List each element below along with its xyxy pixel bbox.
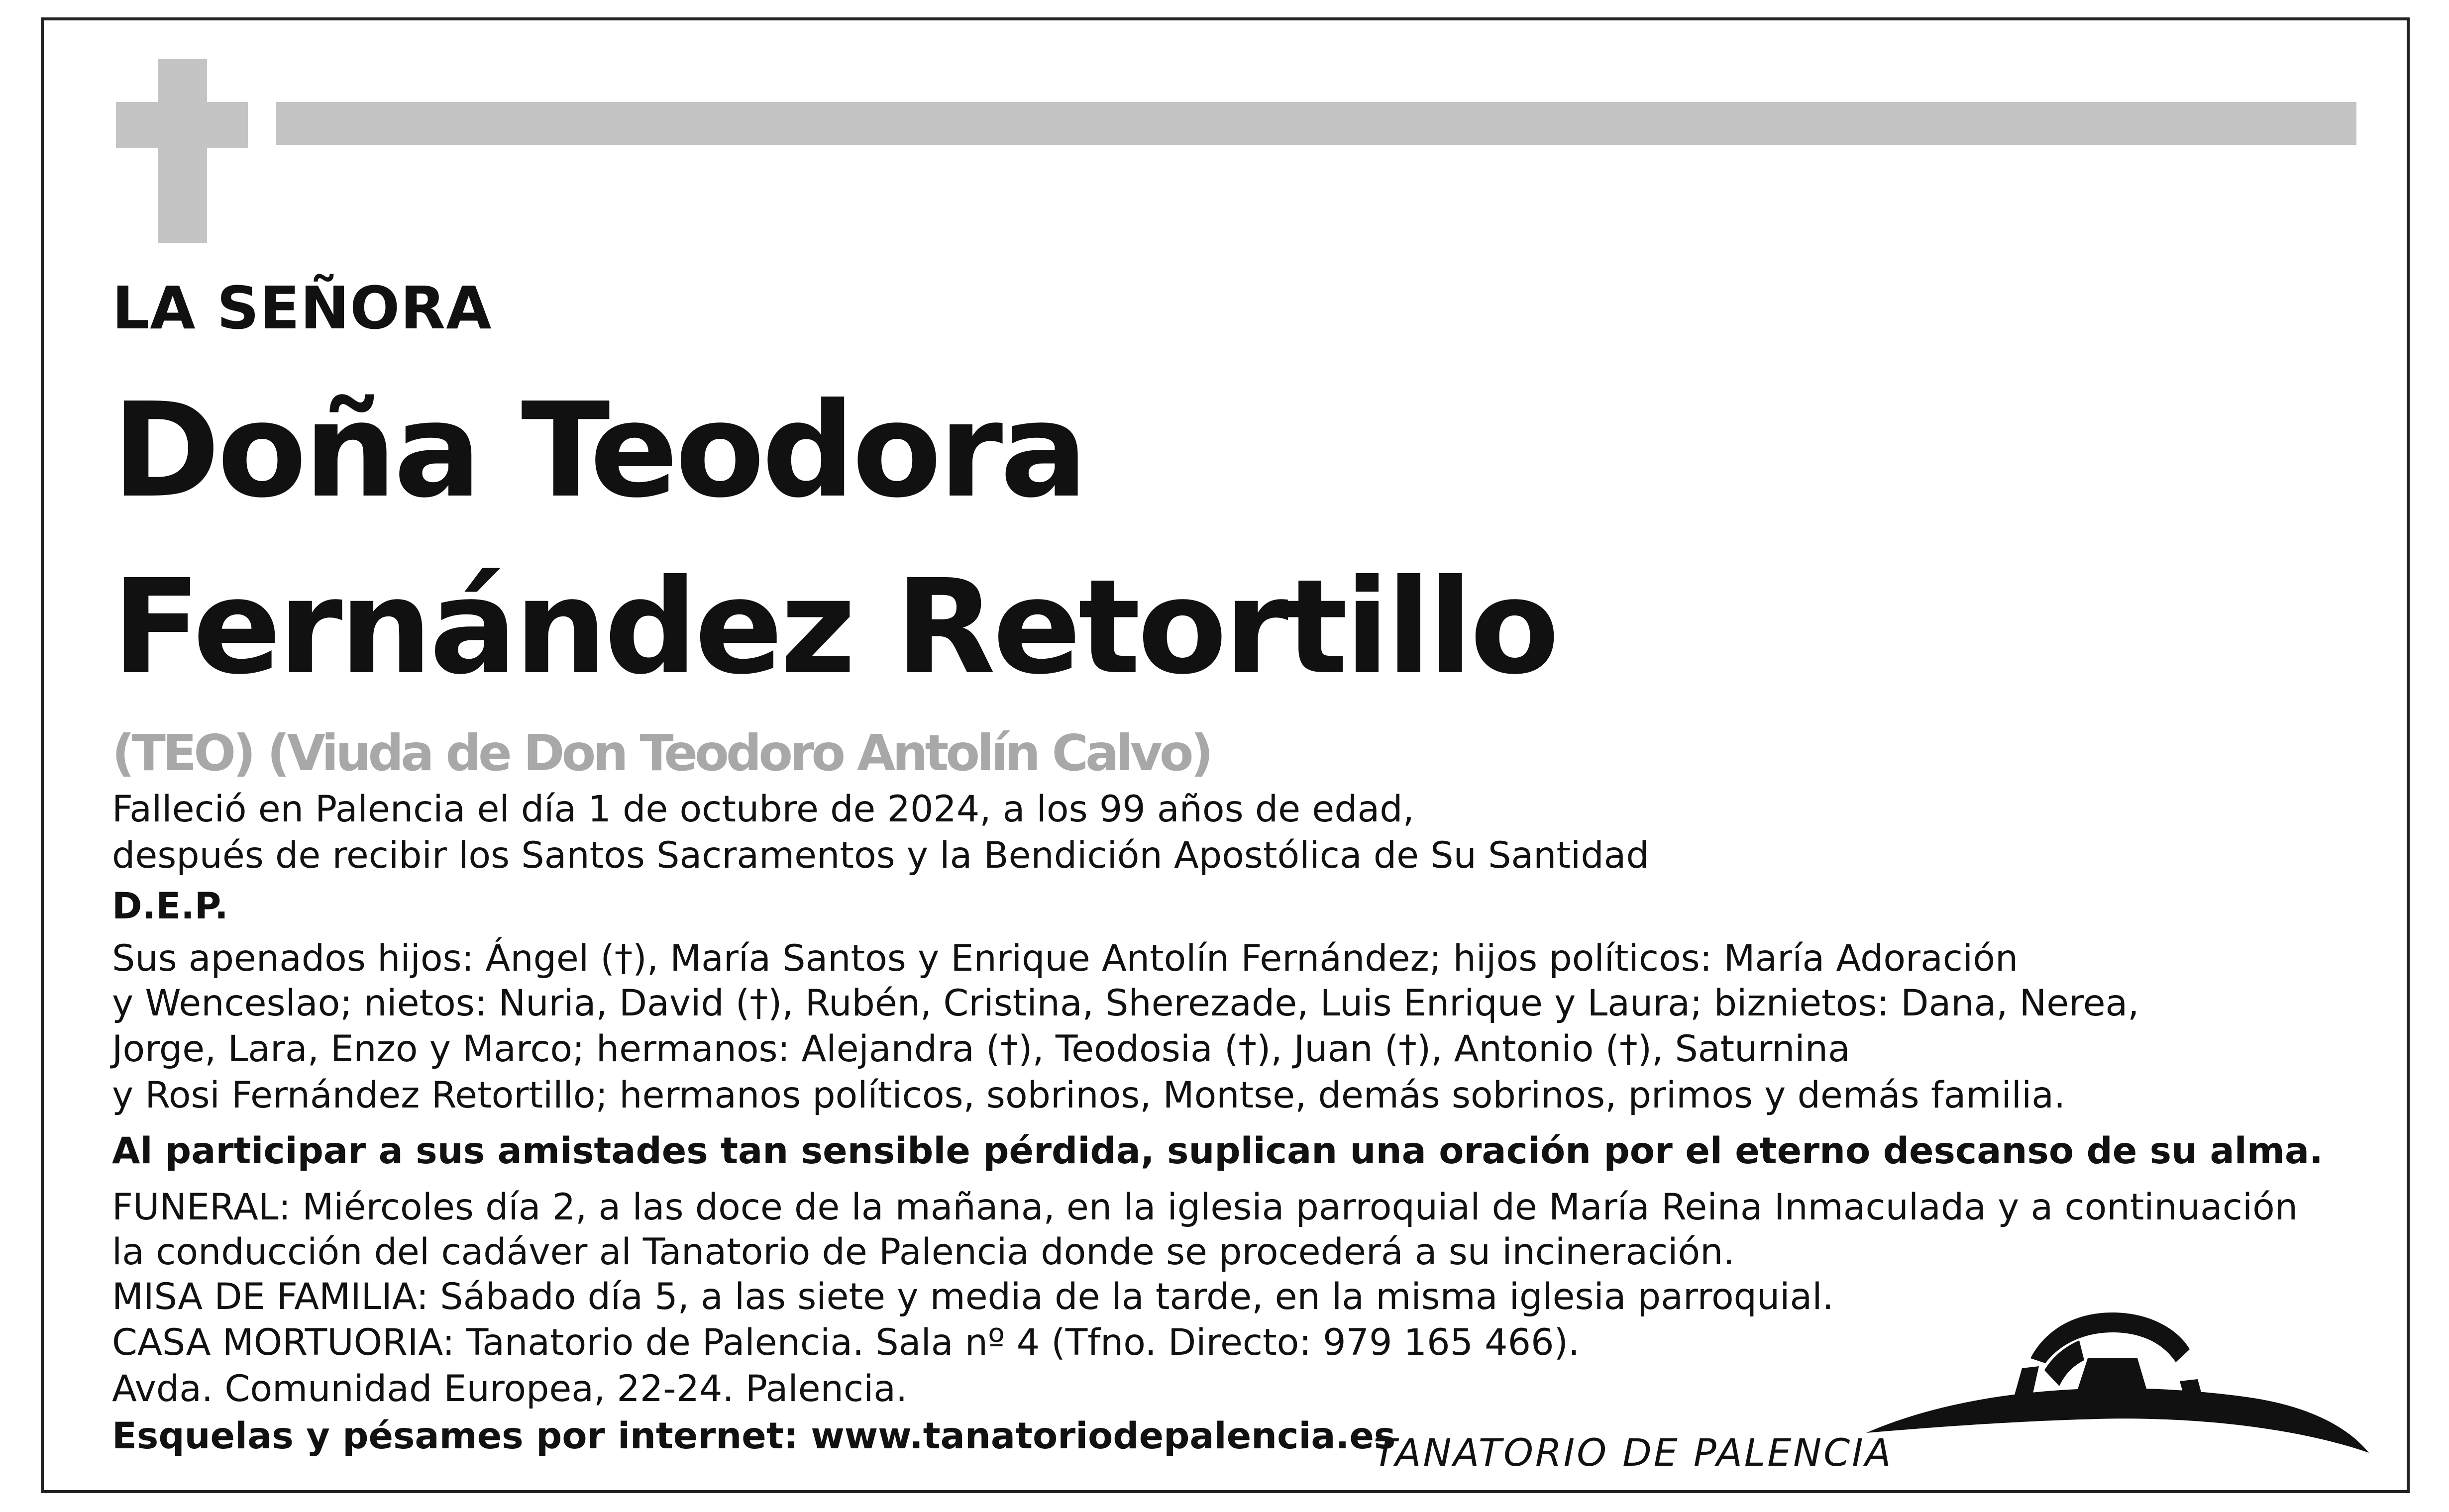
deceased-name-line1: Doña Teodora xyxy=(112,375,1085,526)
family-line: Sus apenados hijos: Ángel (†), María Santos y Enrique Antolín Fernández; hijos políticos: María Adoración xyxy=(112,937,2019,980)
internet-link[interactable]: Esquelas y pésames por internet: www.tanatoriodepalencia.es xyxy=(112,1415,1396,1457)
deceased-alias: (TEO) (Viuda de Don Teodoro Antolín Calvo) xyxy=(112,724,1211,782)
death-line: después de recibir los Santos Sacramentos y la Bendición Apostólica de Su Santidad xyxy=(112,834,1649,877)
family-line: y Wenceslao; nietos: Nuria, David (†), Rubén, Cristina, Sherezade, Luis Enrique y Laura; biznietos: Dana, Nerea, xyxy=(112,982,2139,1024)
funeral-line: FUNERAL: Miércoles día 2, a las doce de la mañana, en la iglesia parroquial de María Reina Inmaculada y a continuación xyxy=(112,1186,2298,1228)
cross-icon-arm xyxy=(116,102,248,148)
family-line: y Rosi Fernández Retortillo; hermanos políticos, sobrinos, Montse, demás sobrinos, primos y demás familia. xyxy=(112,1074,2066,1116)
funeral-line: la conducción del cadáver al Tanatorio de Palencia donde se procederá a su incineración. xyxy=(112,1231,1735,1273)
cross-icon xyxy=(158,59,207,243)
deceased-name-line2: Fernández Retortillo xyxy=(112,551,1557,703)
prayer-request: Al participar a sus amistades tan sensible pérdida, suplican una oración por el eterno descanso de su alma. xyxy=(112,1130,2323,1172)
mortuary-line: CASA MORTUORIA: Tanatorio de Palencia. Sala nº 4 (Tfno. Directo: 979 165 466). xyxy=(112,1321,1580,1364)
heading: LA SEÑORA xyxy=(112,274,492,342)
dep-label: D.E.P. xyxy=(112,885,228,927)
family-line: Jorge, Lara, Enzo y Marco; hermanos: Alejandra (†), Teodosia (†), Juan (†), Antonio (†), Saturnina xyxy=(112,1028,1850,1070)
tanatorio-logo-text: TANATORIO DE PALENCIA xyxy=(1374,1430,1893,1475)
death-line: Falleció en Palencia el día 1 de octubre de 2024, a los 99 años de edad, xyxy=(112,788,1414,830)
header-bar xyxy=(276,102,2356,145)
address-line: Avda. Comunidad Europea, 22-24. Palencia. xyxy=(112,1368,908,1410)
family-mass-line: MISA DE FAMILIA: Sábado día 5, a las siete y media de la tarde, en la misma iglesia parroquial. xyxy=(112,1276,1834,1318)
